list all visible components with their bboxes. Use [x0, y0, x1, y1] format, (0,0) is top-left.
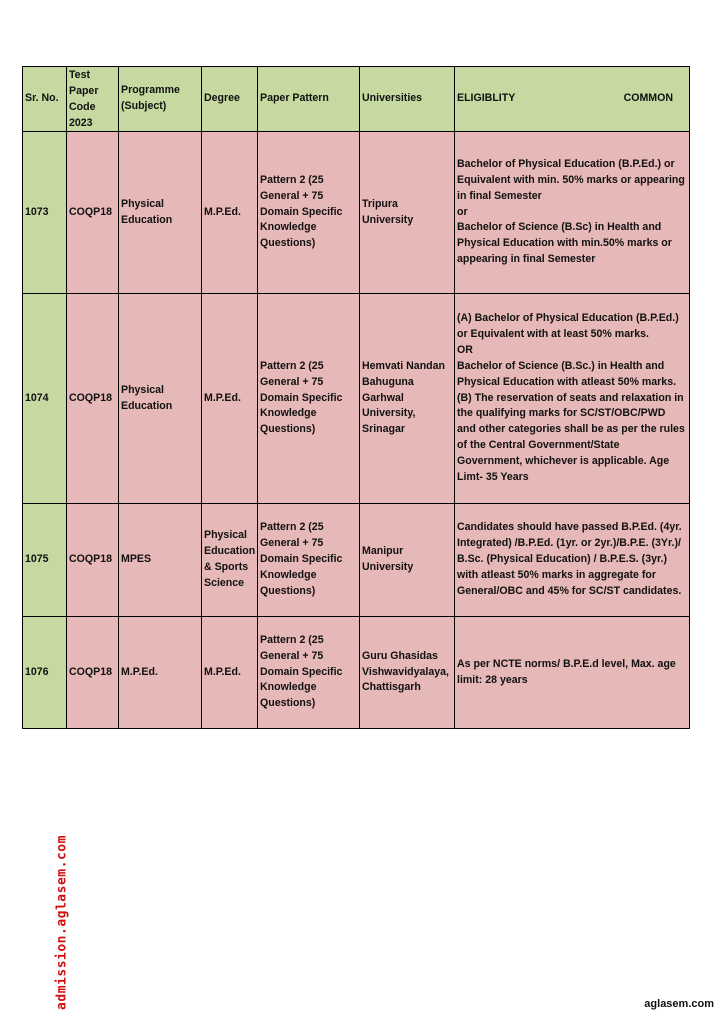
eligibility-text-a: (A) Bachelor of Physical Education (B.P.Ed.) or Equivalent with at least 50% marks.: [457, 312, 679, 340]
table-row: [23, 617, 690, 729]
table-header-row: [23, 67, 690, 132]
eligibility-table: [22, 66, 690, 729]
table-row: [23, 294, 690, 504]
university-cell: Manipur University: [360, 504, 455, 617]
code-cell: COQP18: [67, 294, 119, 504]
university-cell: Hemvati Nandan Bahuguna Garhwal University, Srinagar: [360, 294, 455, 504]
programme-cell: Physical Education: [119, 132, 202, 294]
sr-no-cell: 1074: [23, 294, 67, 504]
header-universities: Universities: [360, 67, 455, 132]
eligibility-text-b: Bachelor of Science (B.Sc.) in Health and Physical Education with atleast 50% marks. (B) The reservation of seats and relaxation in the qualifying marks for SC/ST/OBC/PWD and other categories shall be as per the rules of the Central Government/State Government, whichever is applicable. Age Limt- 35 Years: [457, 359, 685, 484]
degree-cell: M.P.Ed.: [202, 617, 258, 729]
header-degree: Degree: [202, 67, 258, 132]
eligibility-cell: [455, 294, 690, 504]
pattern-cell: Pattern 2 (25 General + 75 Domain Specific Knowledge Questions): [258, 617, 360, 729]
eligibility-cell: Bachelor of Physical Education (B.P.Ed.) or Equivalent with min. 50% marks or appearing in final Semester or Bachelor of Science (B.Sc) in Health and Physical Education with min.50% marks or appearing in final Semester: [455, 132, 690, 294]
degree-cell: Physical Education & Sports Science: [202, 504, 258, 617]
code-cell: COQP18: [67, 132, 119, 294]
code-cell: COQP18: [67, 504, 119, 617]
pattern-cell: Pattern 2 (25 General + 75 Domain Specific Knowledge Questions): [258, 132, 360, 294]
university-cell: Tripura University: [360, 132, 455, 294]
eligibility-or: OR: [457, 343, 473, 356]
header-sr-no: Sr. No.: [23, 67, 67, 132]
header-programme: Programme (Subject): [119, 67, 202, 132]
header-paper-pattern: Paper Pattern: [258, 67, 360, 132]
pattern-cell: Pattern 2 (25 General + 75 Domain Specific Knowledge Questions): [258, 294, 360, 504]
sr-no-cell: 1076: [23, 617, 67, 729]
eligibility-cell: Candidates should have passed B.P.Ed. (4yr. Integrated) /B.P.Ed. (1yr. or 2yr.)/B.P.E. (3Yr.)/ B.Sc. (Physical Education) / B.P.E.S. (3yr.) with atleast 50% marks in aggregate for General/OBC and 45% for SC/ST candidates.: [455, 504, 690, 617]
degree-cell: M.P.Ed.: [202, 132, 258, 294]
sr-no-cell: 1075: [23, 504, 67, 617]
sr-no-cell: 1073: [23, 132, 67, 294]
programme-cell: M.P.Ed.: [119, 617, 202, 729]
table-row: [23, 132, 690, 294]
header-eligibility: [455, 67, 690, 132]
degree-cell: M.P.Ed.: [202, 294, 258, 504]
university-cell: Guru Ghasidas Vishwavidyalaya, Chattisgarh: [360, 617, 455, 729]
pattern-cell: Pattern 2 (25 General + 75 Domain Specific Knowledge Questions): [258, 504, 360, 617]
header-common-label: COMMON: [623, 92, 673, 105]
code-cell: COQP18: [67, 617, 119, 729]
programme-cell: Physical Education: [119, 294, 202, 504]
header-eligibility-label: ELIGIBLITY: [457, 92, 516, 105]
table-row: [23, 504, 690, 617]
programme-cell: MPES: [119, 504, 202, 617]
footer-site-label: aglasem.com: [644, 998, 714, 1010]
header-test-paper-code: Test Paper Code 2023: [67, 67, 119, 132]
eligibility-cell: As per NCTE norms/ B.P.E.d level, Max. age limit: 28 years: [455, 617, 690, 729]
watermark-text: admission.aglasem.com: [54, 835, 70, 1010]
